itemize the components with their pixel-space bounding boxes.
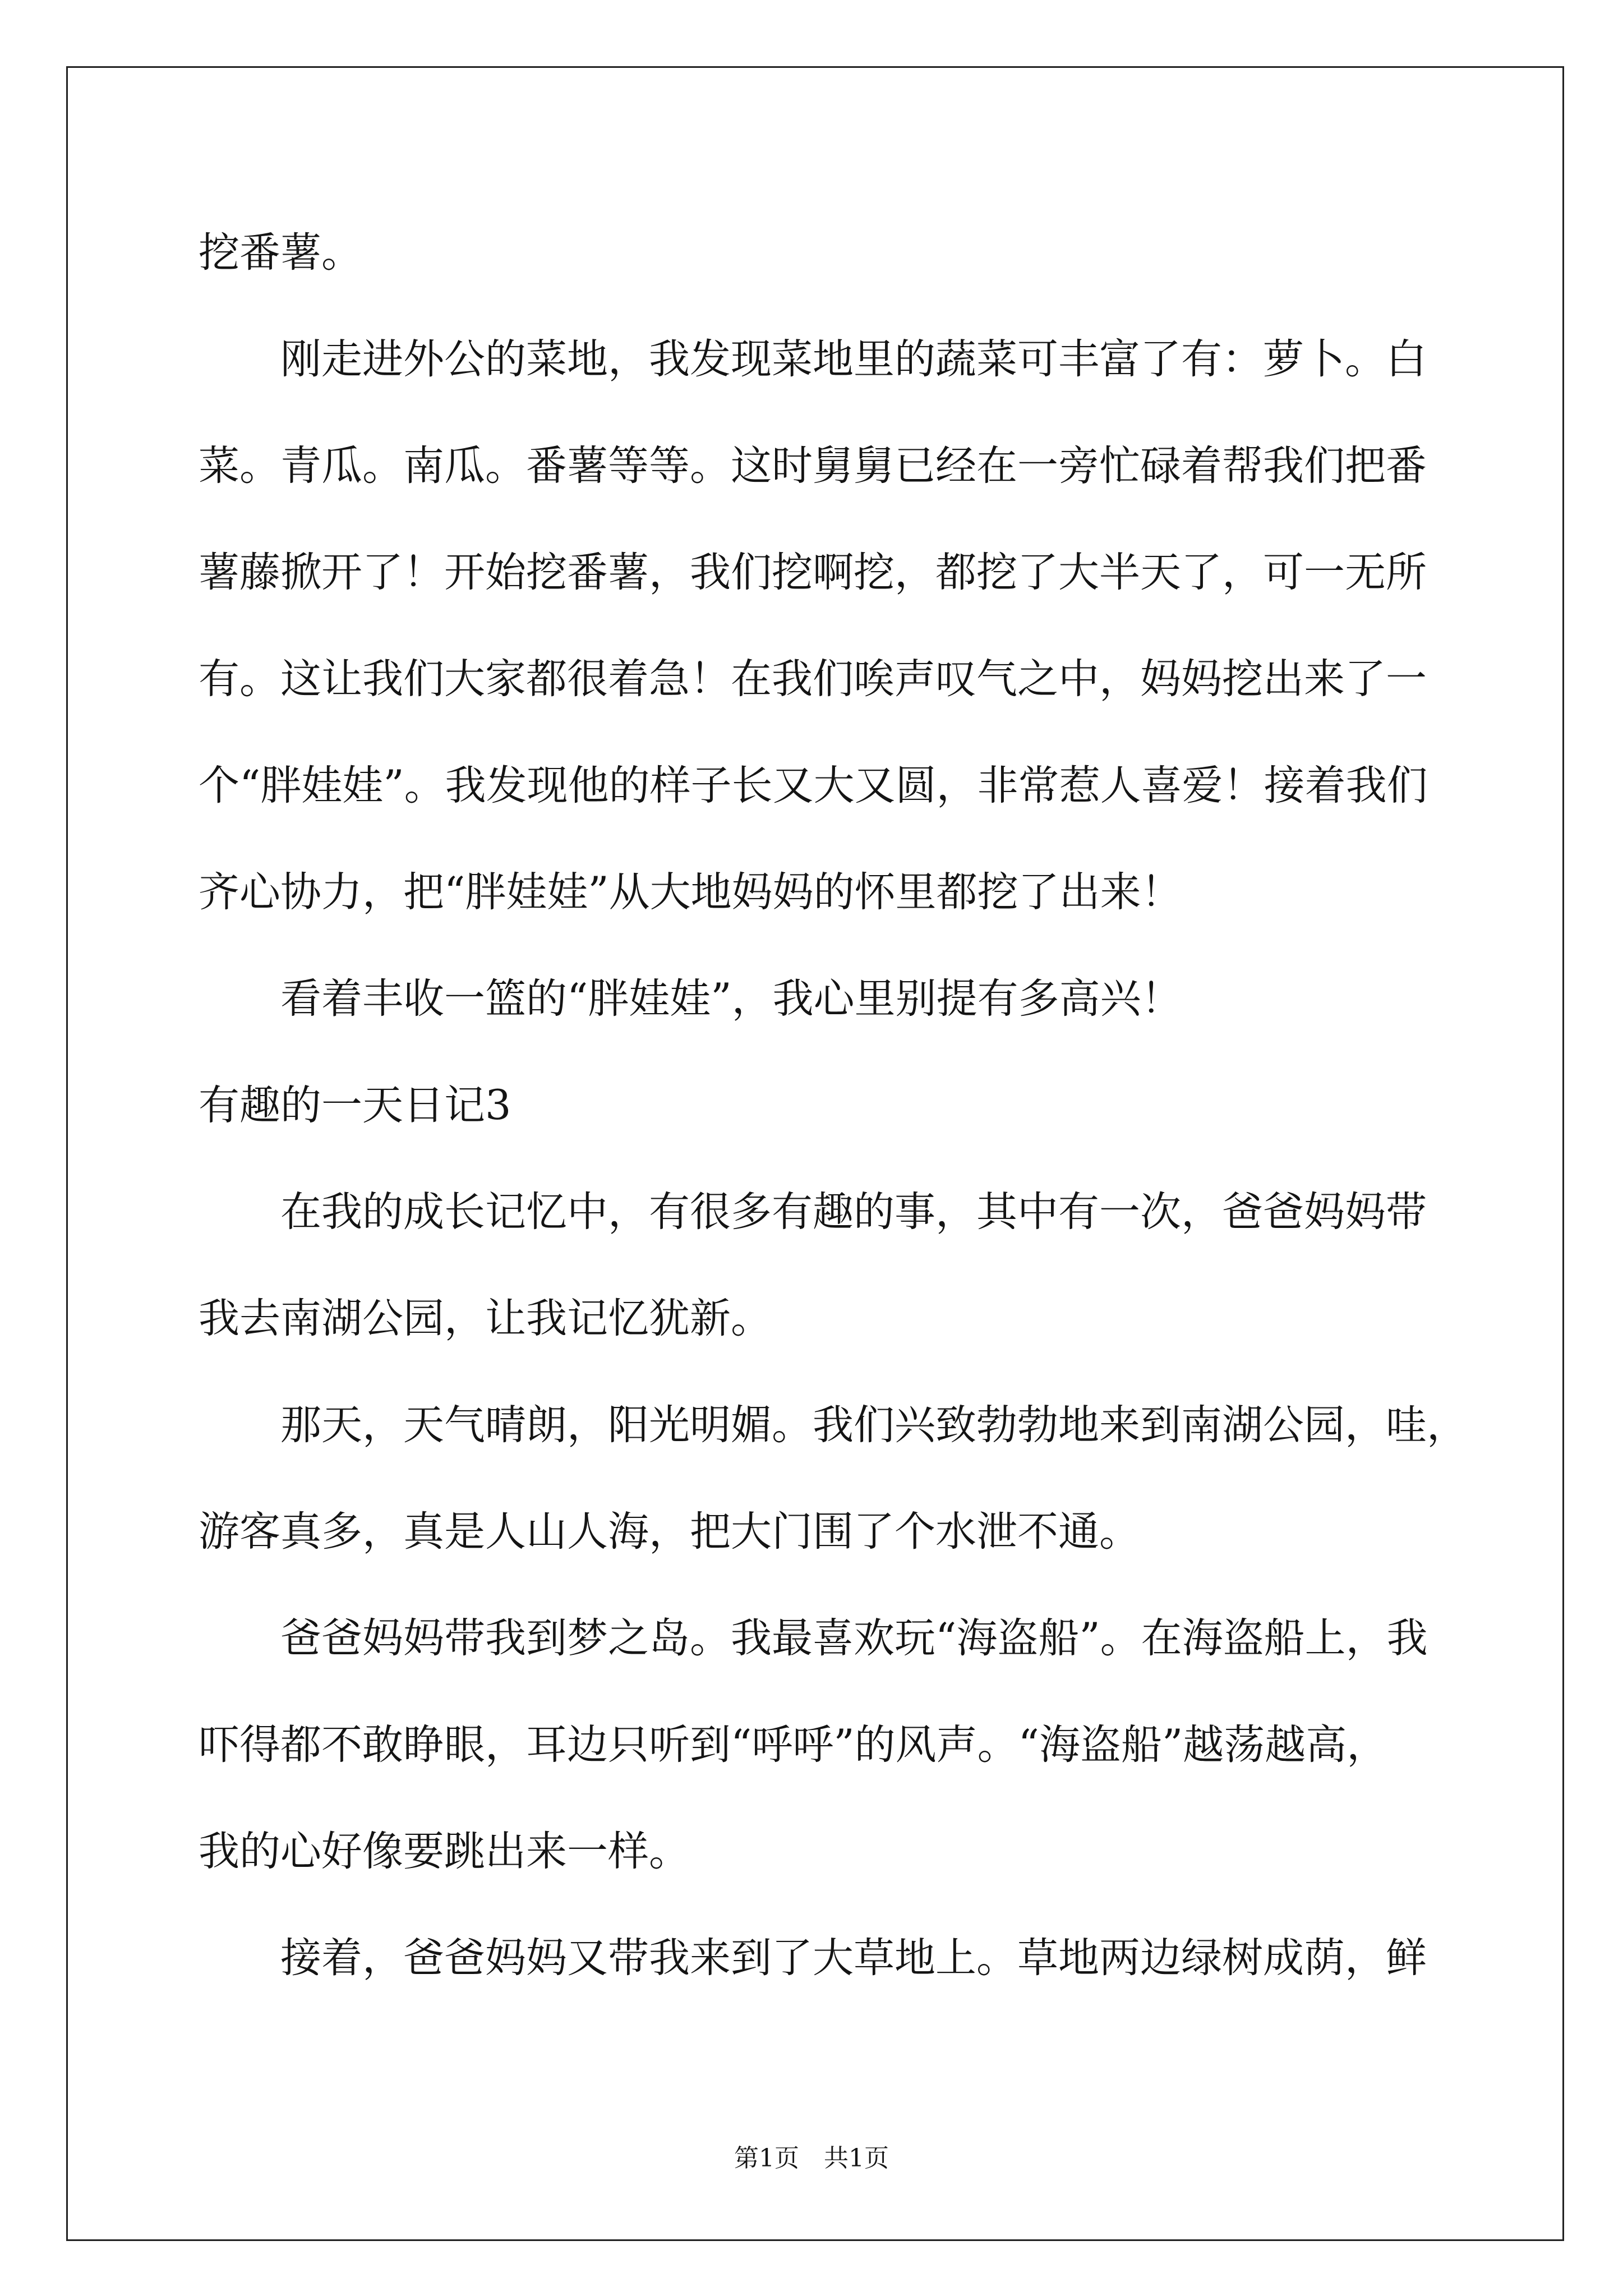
entry-title: 有趣的一天日记3 [199,1082,511,1129]
text-line: 挖番薯。 [199,229,362,277]
paragraph [199,1159,1533,1372]
text-line: 看着丰收一篮的“胖娃娃”，我心里别提有多高兴！ [280,975,1182,1023]
paragraph [199,1585,1533,1905]
text-line: 菜。青瓜。南瓜。番薯等等。这时舅舅已经在一旁忙碌着帮我们把番 [199,442,1427,490]
document-body [199,200,1533,2012]
text-line: 刚走进外公的菜地，我发现菜地里的蔬菜可丰富了有：萝卜。白 [280,335,1427,383]
paragraph [199,1905,1533,2012]
paragraph-continued [199,200,1533,306]
text-line: 吓得都不敢睁眼，耳边只听到“呼呼”的风声。“海盗船”越荡越高， [199,1721,1388,1769]
paragraph [199,306,1533,946]
text-line: 薯藤掀开了！开始挖番薯，我们挖啊挖，都挖了大半天了，可一无所 [199,549,1427,596]
text-line: 我的心好像要跳出来一样。 [199,1828,690,1875]
text-line: 在我的成长记忆中，有很多有趣的事，其中有一次，爸爸妈妈带 [280,1188,1427,1236]
text-line: 爸爸妈妈带我到梦之岛。我最喜欢玩“海盗船”。在海盗船上，我 [280,1614,1428,1662]
text-line: 有。这让我们大家都很着急！在我们唉声叹气之中，妈妈挖出来了一 [199,655,1427,703]
text-line: 我去南湖公园，让我记忆犹新。 [199,1295,772,1342]
text-line: 接着，爸爸妈妈又带我来到了大草地上。草地两边绿树成荫，鲜 [280,1934,1427,1982]
page-footer: 第1页 共1页 [734,2144,889,2173]
text-line: 那天，天气晴朗，阳光明媚。我们兴致勃勃地来到南湖公园，哇， [280,1401,1468,1449]
paragraph [199,946,1533,1052]
text-line: 齐心协力，把“胖娃娃”从大地妈妈的怀里都挖了出来！ [199,868,1182,916]
paragraph [199,1372,1533,1585]
text-line: 游客真多，真是人山人海，把大门围了个水泄不通。 [199,1508,1140,1556]
text-line: 个“胖娃娃”。我发现他的样子长又大又圆，非常惹人喜爱！接着我们 [199,762,1428,809]
